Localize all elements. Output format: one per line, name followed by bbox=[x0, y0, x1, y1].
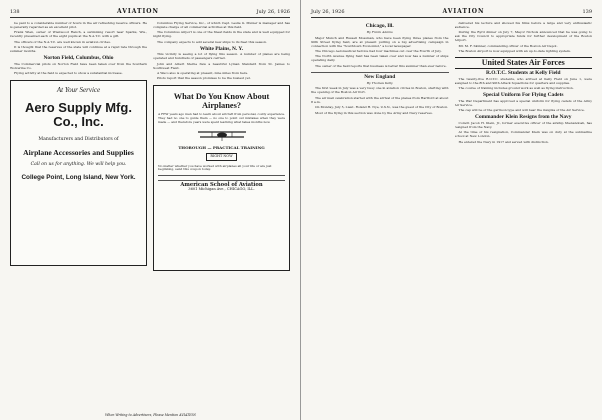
magazine-title: AVIATION bbox=[117, 8, 160, 15]
article-paragraph: Mr. M. F. Skinner, commanding officer of the Boston Air Depot. bbox=[458, 43, 558, 48]
article-paragraph: The twenty-five R.O.T.C. students, who arrived at Kelly Field on June 1, were assigned to the 8th and 90th Attack Squadrons for quarters and supplies. bbox=[454, 76, 592, 85]
ad-products: Airplane Accessories and Supplies bbox=[23, 148, 134, 158]
section-title: White Plains, N. Y. bbox=[199, 45, 244, 52]
right-page bbox=[301, 0, 602, 420]
ad-subheading: THOROUGH — PRACTICAL TRAINING bbox=[178, 144, 265, 150]
article-paragraph: This vicinity is seeing a lot of flying this season. A number of planes are being operated and hundreds of passengers carried. bbox=[153, 52, 290, 61]
ad-address: College Point, Long Island, New York. bbox=[21, 174, 136, 182]
issue-date: July 26, 1926 bbox=[311, 9, 345, 15]
article-paragraph: He entered the Navy in 1917 and served with distinction. bbox=[458, 139, 549, 144]
section-title: Chicago, Ill. bbox=[365, 23, 394, 29]
article-paragraph: The Chicago Aeronautical Service had four machines out over the Fourth of July. bbox=[315, 49, 442, 54]
ad-call: Call on us for anything. We will help you. bbox=[30, 162, 127, 168]
article-paragraph: On Monday, July 5, Lieut. Roland H. Nye, U.S.N., was the guest of the City of Boston. bbox=[315, 105, 449, 110]
ad-company-name: Aero Supply Mfg. Co., Inc. bbox=[25, 99, 132, 129]
article-paragraph: Major Munch and Russell Mossman, who have been flying three planes from the 90th Street flying field, are at present putting on a big advertising campaign in connection with the "Southtown Economist," a local newspaper. bbox=[311, 35, 449, 48]
article-paragraph: The cap will be of the garrison type and will bear the insignia of the Air Service. bbox=[458, 108, 585, 113]
page-number: 138 bbox=[10, 9, 20, 15]
article-paragraph: The course of training includes ground work as well as flying instruction. bbox=[458, 85, 574, 90]
right-column-2 bbox=[455, 22, 593, 418]
page-header bbox=[311, 8, 592, 18]
ad-headline: What Do You Know About Airplanes? bbox=[173, 92, 270, 111]
magazine-title: AVIATION bbox=[442, 8, 485, 15]
subsection-title: R.O.T.C. Students at Kelly Field bbox=[486, 69, 561, 76]
article-paragraph: Columbus Flying Service, Inc., of which Capt. Leslie G. Mulzer is manager and has complete charge of all commercial activities at this field. bbox=[153, 22, 290, 29]
section-title: New England bbox=[364, 73, 396, 80]
page-number: 139 bbox=[582, 9, 592, 15]
subsection-title: Commander Klein Resigns from the Navy bbox=[475, 114, 572, 120]
left-column-2 bbox=[153, 22, 290, 418]
article-paragraph: The company expects to add several new ships to its fleet this season. bbox=[157, 39, 267, 44]
section-title: Norton Field, Columbus, Ohio bbox=[43, 54, 114, 61]
coupon-address-line[interactable] bbox=[158, 177, 285, 181]
article-paragraph: be paid to a considerable number of hours in the air refreshing reserve officers. He is generally regarded as an excellent pilot. bbox=[10, 22, 147, 29]
article-paragraph: John and Albert Sterne flew a beautiful Lyman Standard from St. James to Southwest Field. bbox=[153, 61, 290, 70]
ad-kicker: At Your Service bbox=[56, 85, 101, 94]
article-paragraph: A Waco also is operating at present, nine miles from here. bbox=[157, 71, 249, 76]
article-paragraph: The Commercial pilots on Norton Field have been taken over from the Southern Wolverine Co. bbox=[10, 61, 147, 70]
article-paragraph: The North Avenue flying field has been taken over and now has a number of ships operating daily. bbox=[311, 54, 449, 63]
aero-supply-advertisement[interactable] bbox=[10, 80, 147, 266]
page-footer: When Writing to Advertisers, Please Mention AVIATION bbox=[105, 413, 196, 417]
article-paragraph: The War Department has approved a special uniform for flying cadets of the Army Air Service. bbox=[454, 98, 592, 107]
school-address: 3601 Michigan Ave., CHICAGO, ILL. bbox=[188, 187, 255, 192]
article-paragraph: The Columbus Airport is one of the finest fields in the state and is well equipped for night flying. bbox=[153, 30, 290, 39]
ad-body: A FEW years ago men had to learn about aircraft from personal, costly experience. They had no one to guide them — no one to point out mistakes when they were made — and therefore years were spent learning what takes months now. bbox=[158, 112, 285, 124]
section-byline: By Frank Adams bbox=[366, 29, 393, 34]
article-paragraph: Most of the flying in this section was done by the Army and Navy reserves. bbox=[315, 110, 433, 115]
section-banner bbox=[455, 57, 593, 69]
biplane-icon bbox=[192, 127, 252, 143]
article-paragraph: The Boston Airport is now equipped with an up-to-date lighting system. bbox=[458, 48, 571, 53]
article-paragraph: Comdr. Jacob H. Klein, Jr., former executive officer of the airship Shenandoah, has resigned from the Navy. bbox=[454, 120, 592, 129]
article-paragraph: Flying activity at the field is expected to show a substantial increase. bbox=[14, 71, 123, 76]
article-paragraph: The air mail celebration started with the arrival of the planes from Hartford at about 8 a.m. bbox=[311, 95, 449, 104]
left-column-1 bbox=[10, 22, 147, 418]
ad-tagline: Manufacturers and Distributors of bbox=[38, 136, 119, 142]
article-paragraph: At the time of his resignation, Commander Klein was on duty at the submarine school at New London. bbox=[454, 130, 592, 139]
aviation-school-advertisement[interactable] bbox=[153, 85, 290, 271]
ad-badge: RIGHT NOW bbox=[206, 153, 236, 161]
banner-title: United States Air Forces bbox=[481, 57, 565, 67]
article-paragraph: The first week in July was a very busy one in aviation circles in Boston, starting with the opening of the Boston Air Port. bbox=[311, 86, 449, 95]
section-divider bbox=[311, 72, 449, 73]
issue-date: July 26, 1926 bbox=[256, 9, 290, 15]
article-paragraph: Frank Wien, owner of Wienwood Ranch, a swimming resort near Sparks, Wis., recently presented each of the eight pupils at the N.A.T.C. with a gift. bbox=[10, 30, 147, 39]
article-paragraph: The officers of the N.A.T.C. are well known in aviation circles. bbox=[14, 39, 111, 44]
page-header bbox=[10, 8, 290, 18]
article-paragraph: Pilots report that the season promises to be the busiest yet. bbox=[157, 76, 251, 81]
article-paragraph: delivered his lecture and showed his films before a large and very enthusiastic audience. bbox=[454, 22, 592, 29]
article-paragraph: The owner of the field reports that business is better this summer than ever before. bbox=[315, 63, 447, 68]
right-column-1 bbox=[311, 22, 449, 418]
article-paragraph: It is thought that the reserves of the state will continue at a rapid rate through the summer months. bbox=[10, 45, 147, 53]
school-name: American School of Aviation bbox=[180, 182, 263, 189]
coupon-text: No matter whether you have worked with airplanes all your life or are just beginning, send this coupon today. bbox=[158, 163, 272, 172]
article-paragraph: During the Byrd dinner on July 7, Mayor Nichols announced that he was going to ask the City Council to appropriate funds for further development of the Boston Airport. bbox=[454, 30, 592, 43]
section-byline: By Thomas Kelly bbox=[366, 80, 393, 85]
coupon-form[interactable] bbox=[158, 165, 285, 182]
subsection-title: Special Uniform For Flying Cadets bbox=[483, 91, 564, 98]
coupon-name-line[interactable] bbox=[158, 172, 285, 176]
